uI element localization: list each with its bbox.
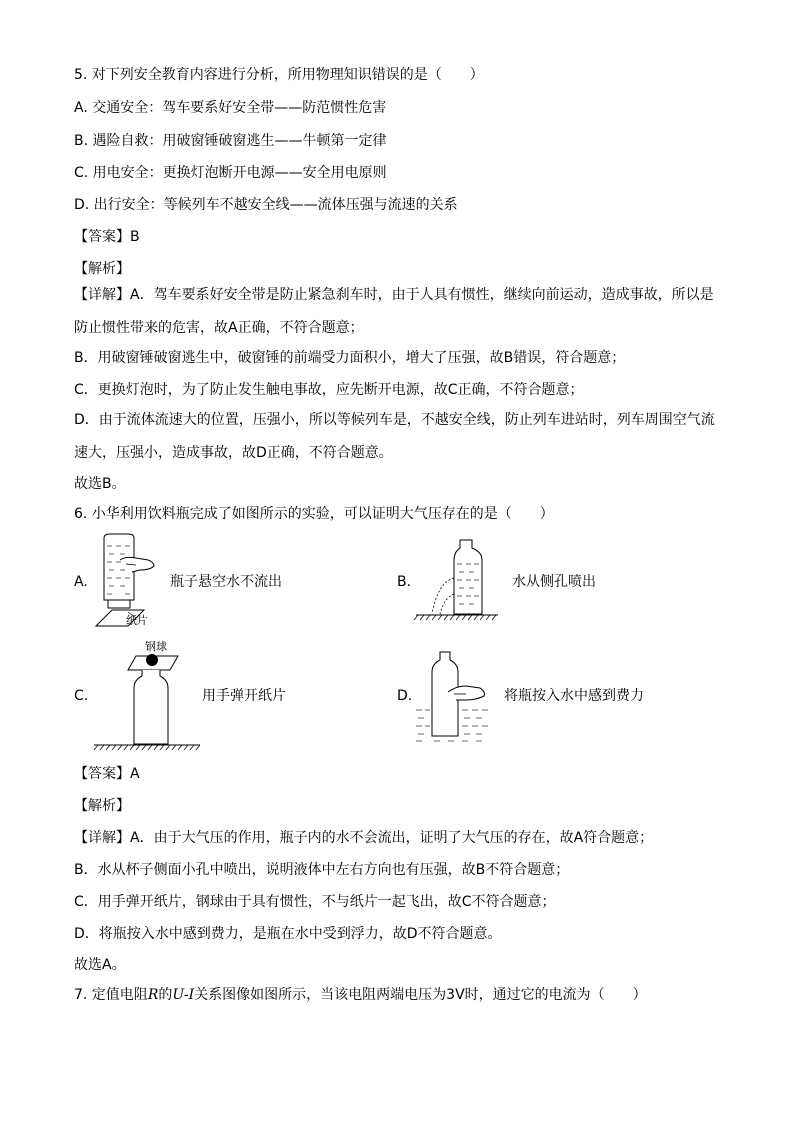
q6-answer: 【答案】A xyxy=(74,766,140,782)
q7-stem-prefix: 7. 定值电阻 xyxy=(74,987,148,1003)
q5-analysis-title: 【解析】 xyxy=(74,261,130,277)
q7-stem-suffix: 关系图像如图所示，当该电阻两端电压为3V时，通过它的电流为（ ） xyxy=(194,987,647,1003)
q6-detail-d: D．将瓶按入水中感到费力，是瓶在水中受到浮力，故D不符合题意。 xyxy=(74,926,502,942)
q5-detail-a: 【详解】A．驾车要系好安全带是防止紧急刹车时，由于人具有惯性，继续向前运动，造成事故，所以是防止惯性带来的危害，故A正确，不符合题意； xyxy=(74,287,714,336)
q6-option-c-label: C. xyxy=(74,688,89,704)
q6-option-b-text: 水从侧孔喷出 xyxy=(512,574,596,590)
q5-option-a: A. 交通安全：驾车要系好安全带——防范惯性危害 xyxy=(74,100,387,116)
q5-option-c: C. 用电安全：更换灯泡断开电源——安全用电原则 xyxy=(74,165,387,181)
q5-conclusion: 故选B。 xyxy=(74,476,126,492)
q5-stem: 5. 对下列安全教育内容进行分析，所用物理知识错误的是（ ） xyxy=(74,67,484,83)
q6-figure-c-caption: 钢球 xyxy=(145,640,167,653)
q6-option-b-label: B. xyxy=(397,574,412,590)
q5-option-b: B. 遇险自救：用破窗锤破窗逃生——牛顿第一定律 xyxy=(74,133,387,149)
q5-detail-b: B．用破窗锤破窗逃生中，破窗锤的前端受力面积小，增大了压强，故B错误，符合题意； xyxy=(74,350,626,366)
q5-detail-d: D．由于流体流速大的位置，压强小，所以等候列车是，不越安全线，防止列车进站时，列车周围空气流速大，压强小，造成事故，故D正确，不符合题意。 xyxy=(74,412,715,461)
q7-stem xyxy=(74,986,647,1004)
q7-var-r: R xyxy=(147,987,159,1003)
q6-option-a-label: A. xyxy=(74,574,88,590)
q6-analysis-title: 【解析】 xyxy=(74,798,130,814)
q6-detail-a: 【详解】A．由于大气压的作用，瓶子内的水不会流出，证明了大气压的存在，故A符合题意； xyxy=(74,830,654,846)
q6-detail-b: B．水从杯子侧面小孔中喷出，说明液体中左右方向也有压强，故B不符合题意； xyxy=(74,862,570,878)
q6-detail-c: C．用手弹开纸片，钢球由于具有惯性，不与纸片一起飞出，故C不符合题意； xyxy=(74,894,556,910)
q6-figure-c xyxy=(92,650,202,750)
q6-conclusion: 故选A。 xyxy=(74,957,126,973)
q6-stem: 6. 小华利用饮料瓶完成了如图所示的实验，可以证明大气压存在的是（ ） xyxy=(74,506,554,522)
q6-option-c-text: 用手弹开纸片 xyxy=(202,688,286,704)
q5-answer: 【答案】B xyxy=(74,229,140,245)
q7-var-ui: U-I xyxy=(172,987,195,1003)
q6-option-d-label: D. xyxy=(397,688,413,704)
q6-figure-d xyxy=(414,648,504,744)
q6-figure-b xyxy=(412,538,502,622)
q5-detail-c: C．更换灯泡时，为了防止发生触电事故，应先断开电源，故C正确，不符合题意； xyxy=(74,382,584,398)
q5-option-d: D. 出行安全：等候列车不越安全线——流体压强与流速的关系 xyxy=(74,197,458,213)
q7-stem-mid: 的 xyxy=(158,987,173,1003)
q6-option-a-text: 瓶子悬空水不流出 xyxy=(170,574,282,590)
q6-figure-a-caption: 纸片 xyxy=(126,614,148,627)
q6-option-d-text: 将瓶按入水中感到费力 xyxy=(504,688,644,704)
